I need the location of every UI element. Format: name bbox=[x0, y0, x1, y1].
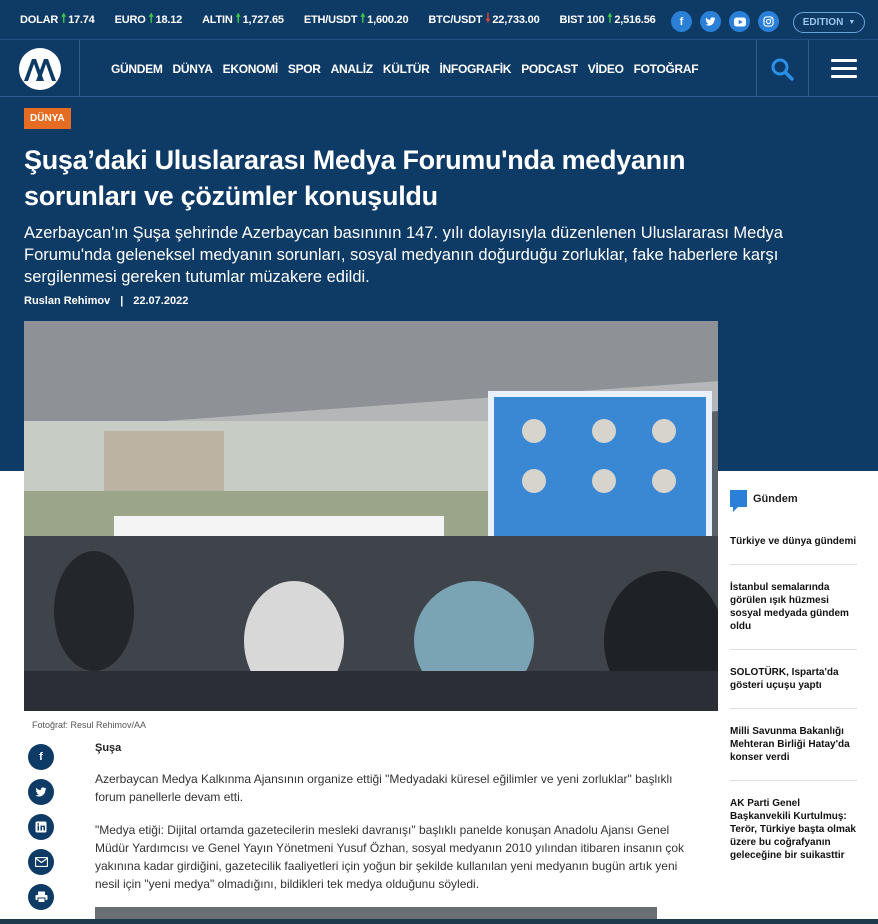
share-buttons bbox=[28, 744, 54, 910]
hamburger-line bbox=[831, 75, 857, 78]
sidebar-gundem bbox=[730, 490, 857, 894]
article-photo[interactable] bbox=[24, 321, 718, 711]
nav-item-video[interactable]: VİDEO bbox=[587, 61, 624, 76]
nav-item-kultur[interactable]: KÜLTÜR bbox=[382, 61, 430, 76]
nav-item-gundem[interactable]: GÜNDEM bbox=[111, 61, 163, 76]
ticker-item[interactable]: ALTIN 🠕 1,727.65 bbox=[202, 9, 284, 30]
print-icon[interactable] bbox=[28, 884, 54, 910]
speech-bubble-icon bbox=[730, 490, 747, 507]
arrow-up-icon: 🠕 bbox=[148, 11, 154, 25]
social-links bbox=[671, 11, 779, 32]
sidebar-news-item[interactable]: Milli Savunma Bakanlığı Mehteran Birliği Hatay'da konser verdi bbox=[730, 725, 857, 781]
author-name[interactable]: Ruslan Rehimov bbox=[24, 295, 111, 307]
byline bbox=[24, 295, 188, 307]
article-paragraph: Azerbaycan Medya Kalkınma Ajansının organize ettiği "Medyadaki küresel eğilimler ve yeni zorluklar" başlıklı forum panellerle devam etti. bbox=[95, 772, 673, 804]
sidebar-header bbox=[730, 490, 857, 507]
photo-caption: Fotoğraf: Resul Rehimov/AA bbox=[32, 720, 147, 730]
facebook-share-icon[interactable]: f bbox=[28, 744, 54, 770]
sidebar-news-item[interactable]: AK Parti Genel Başkanvekili Kurtulmuş: Terör, Türkiye başta olmak üzere bu coğrafyanın geleceğine bir suikasttir bbox=[730, 798, 856, 861]
byline-separator: | bbox=[120, 295, 124, 307]
sidebar-news-item[interactable]: Türkiye ve dünya gündemi bbox=[730, 535, 857, 565]
arrow-up-icon: 🠕 bbox=[607, 11, 613, 25]
nav-item-infografik[interactable]: İNFOGRAFİK bbox=[439, 61, 512, 76]
sidebar-title: Gündem bbox=[753, 492, 798, 505]
email-share-icon[interactable] bbox=[28, 849, 54, 875]
nav-item-fotograf[interactable]: FOTOĞRAF bbox=[633, 61, 699, 76]
twitter-icon[interactable] bbox=[700, 11, 721, 32]
search-button[interactable] bbox=[756, 40, 807, 97]
main-navigation bbox=[0, 40, 878, 97]
ticker-item[interactable]: ETH/USDT 🠕 1,600.20 bbox=[304, 9, 409, 30]
arrow-up-icon: 🠕 bbox=[235, 11, 241, 25]
ticker-item[interactable]: BIST 100 🠕 2,516.56 bbox=[560, 9, 656, 30]
caret-down-icon: ▼ bbox=[848, 19, 856, 26]
category-badge[interactable]: DÜNYA bbox=[24, 108, 71, 129]
logo-badge bbox=[19, 48, 61, 90]
search-icon bbox=[770, 57, 794, 81]
nav-menu bbox=[111, 40, 698, 97]
nav-item-ekonomi[interactable]: EKONOMİ bbox=[222, 61, 278, 76]
nav-item-dunya[interactable]: DÜNYA bbox=[172, 61, 213, 76]
bottom-edge-bar bbox=[0, 919, 878, 924]
edition-dropdown[interactable]: EDITION ▼ bbox=[793, 12, 865, 33]
article-lead: Azerbaycan'ın Şuşa şehrinde Azerbaycan basınının 147. yılı dolayısıyla düzenlenen Uluslararası Medya Forumu'nda geleneksel medyanın sorunları, sosyal medyanın doğurduğu zorluklar, fake haberlere karşı sergilenmesi gereken tutumlar müzakere edildi. bbox=[24, 224, 783, 286]
nav-item-spor[interactable]: SPOR bbox=[287, 61, 321, 76]
arrow-up-icon: 🠕 bbox=[360, 11, 366, 25]
ticker-item[interactable]: BTC/USDT 🠗 22,733.00 bbox=[428, 9, 539, 30]
ticker-item[interactable]: DOLAR 🠕 17.74 bbox=[20, 9, 95, 30]
publish-date: 22.07.2022 bbox=[133, 295, 189, 307]
hamburger-line bbox=[831, 67, 857, 70]
article-title: Şuşa’daki Uluslararası Medya Forumu'nda medyanın sorunları ve çözümler konuşuldu bbox=[24, 145, 686, 211]
twitter-share-icon[interactable] bbox=[28, 779, 54, 805]
sidebar-news-item[interactable]: İstanbul semalarında görülen ışık hüzmesi sosyal medyada gündem oldu bbox=[730, 581, 857, 650]
youtube-icon[interactable] bbox=[729, 11, 750, 32]
arrow-down-icon: 🠗 bbox=[485, 11, 491, 25]
forum-photo-illustration bbox=[24, 321, 718, 711]
nav-item-analiz[interactable]: ANALİZ bbox=[330, 61, 373, 76]
ticker-item[interactable]: EURO 🠕 18.12 bbox=[115, 9, 182, 30]
aa-logo[interactable] bbox=[0, 40, 80, 97]
nav-item-podcast[interactable]: PODCAST bbox=[521, 61, 578, 76]
article-paragraph: "Medya etiği: Dijital ortamda gazetecilerin mesleki davranışı" başlıklı panelde konuşan Anadolu Ajansı Genel Müdür Yardımcısı ve Genel Yayın Yönetmeni Yusuf Özhan, sosyal medyanın 2010 yılından itibaren insanın çok yakınına kadar girdiğini, gazetecilik faaliyetleri için yoğun bir şekilde kullanılan yeni medyanın bugün artık yeni nesil için "yeni medya" olmadığını, bildikleri tek medya olduğunu söyledi. bbox=[95, 823, 685, 891]
article-dateline: Şuşa bbox=[95, 742, 122, 754]
facebook-icon[interactable]: f bbox=[671, 11, 692, 32]
instagram-icon[interactable] bbox=[758, 11, 779, 32]
sidebar-news-item[interactable]: SOLOTÜRK, Isparta'da gösteri uçuşu yaptı bbox=[730, 666, 857, 709]
hamburger-line bbox=[831, 59, 857, 62]
arrow-up-icon: 🠕 bbox=[61, 11, 67, 25]
linkedin-share-icon[interactable] bbox=[28, 814, 54, 840]
menu-button[interactable] bbox=[808, 40, 878, 97]
